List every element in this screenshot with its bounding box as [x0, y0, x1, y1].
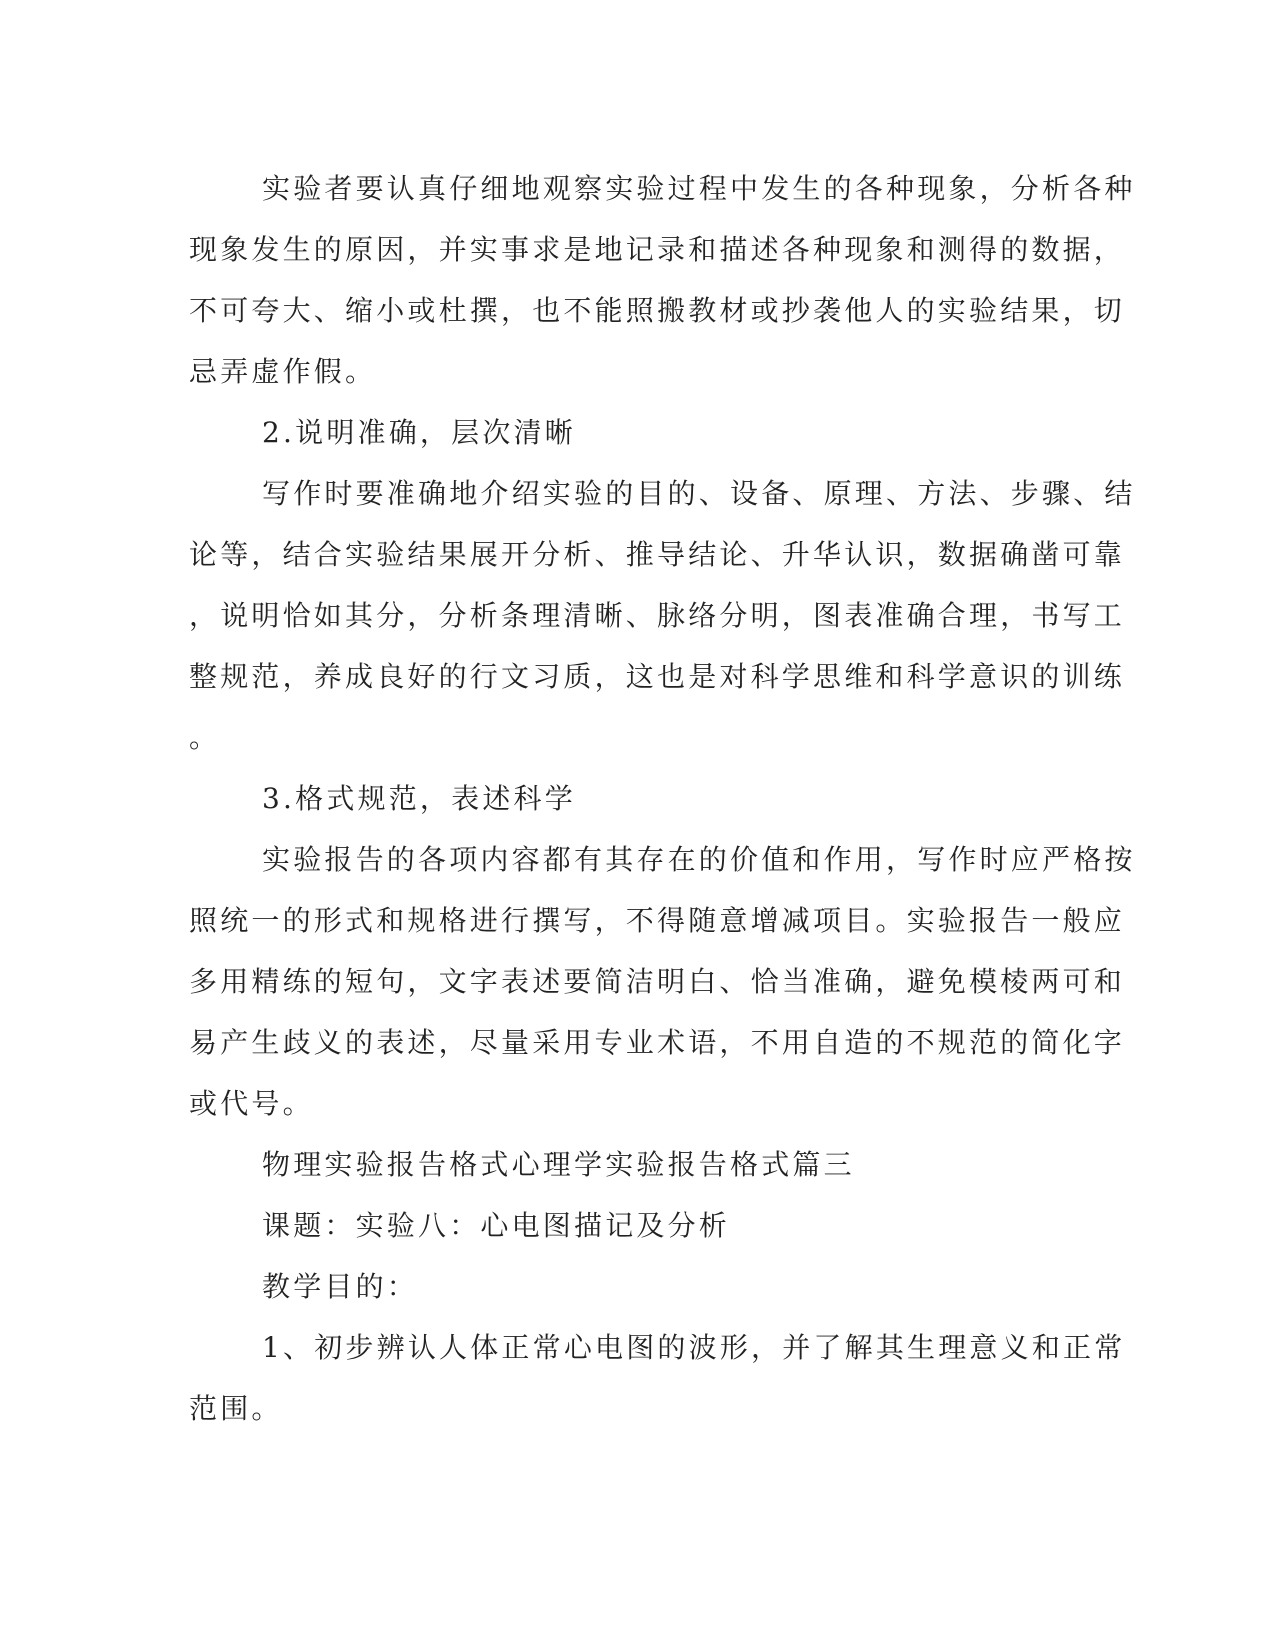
section-heading: 3.格式规范，表述科学	[262, 782, 576, 815]
section-heading: 教学目的：	[262, 1270, 419, 1303]
text-line: 实验者要认真仔细地观察实验过程中发生的各种现象，分析各种	[262, 172, 1136, 205]
text-line: 论等，结合实验结果展开分析、推导结论、升华认识，数据确凿可靠	[189, 538, 1126, 571]
text-line: 或代号。	[189, 1087, 314, 1120]
text-line: 写作时要准确地介绍实验的目的、设备、原理、方法、步骤、结	[262, 477, 1136, 510]
text-line: 忌弄虚作假。	[189, 355, 377, 388]
text-line: 范围。	[189, 1392, 283, 1425]
text-line: 。	[189, 721, 221, 754]
text-line: 实验报告的各项内容都有其存在的价值和作用，写作时应严格按	[262, 843, 1136, 876]
text-line: 照统一的形式和规格进行撰写，不得随意增减项目。实验报告一般应	[189, 904, 1126, 937]
section-heading: 2.说明准确，层次清晰	[262, 416, 576, 449]
article-title: 物理实验报告格式心理学实验报告格式篇三	[262, 1148, 855, 1181]
list-item: 1、初步辨认人体正常心电图的波形，并了解其生理意义和正常	[262, 1331, 1126, 1364]
text-line: 多用精练的短句，文字表述要简洁明白、恰当准确，避免模棱两可和	[189, 965, 1126, 998]
text-line: 现象发生的原因，并实事求是地记录和描述各种现象和测得的数据，	[189, 233, 1126, 266]
text-line: 易产生歧义的表述，尽量采用专业术语，不用自造的不规范的简化字	[189, 1026, 1126, 1059]
text-line: ，说明恰如其分，分析条理清晰、脉络分明，图表准确合理，书写工	[189, 599, 1126, 632]
subject-line: 课题：实验八：心电图描记及分析	[262, 1209, 731, 1242]
text-line: 整规范，养成良好的行文习质，这也是对科学思维和科学意识的训练	[189, 660, 1126, 693]
text-line: 不可夸大、缩小或杜撰，也不能照搬教材或抄袭他人的实验结果，切	[189, 294, 1126, 327]
